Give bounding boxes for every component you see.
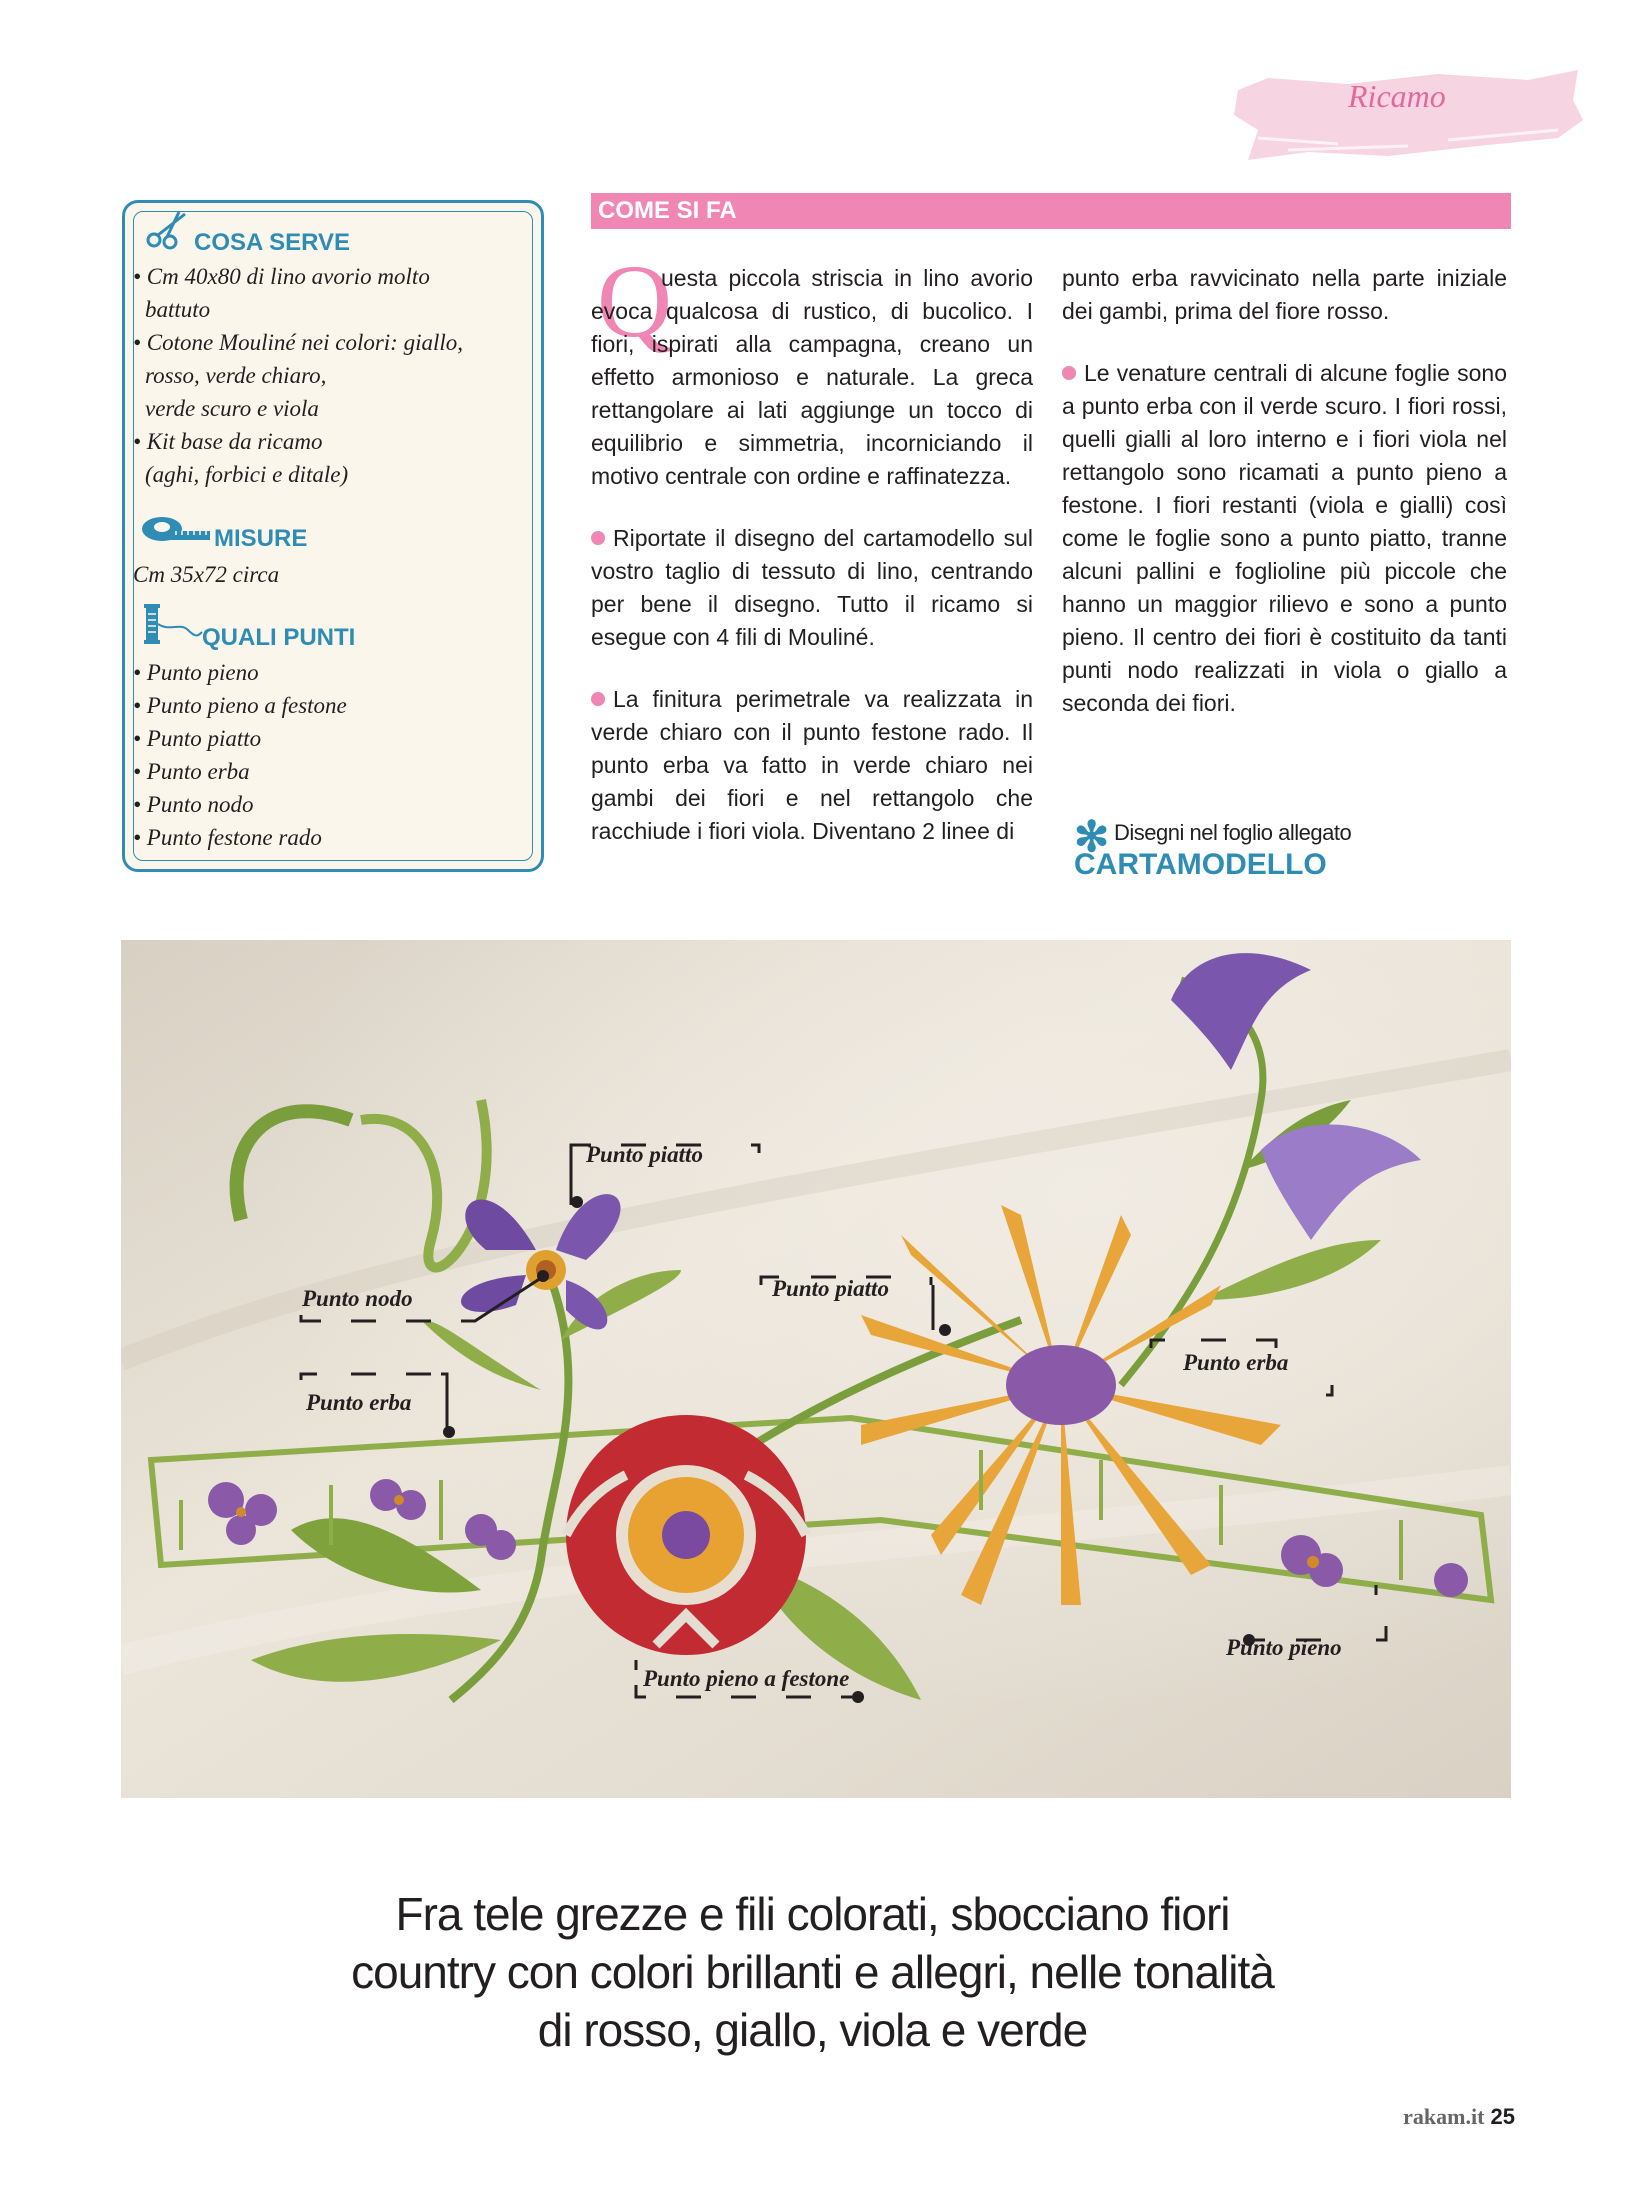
paragraph-text: La finitura perimetrale va realizzata in verde chiaro con il punto festone rado. Il punto erba va fatto in verde chiaro nei gambi dei fiori e nel rettangolo che racchiude i fiori viola. Diventano 2 linee di xyxy=(591,686,1033,844)
paragraph-text: Riportate il disegno del cartamodello sul vostro taglio di tessuto di lino, centrando per bene il disegno. Tutto il ricamo si esegue con 4 fili di Mouliné. xyxy=(591,525,1033,650)
stitch-label: Punto piatto xyxy=(586,1142,703,1167)
list-item: • Punto nodo xyxy=(133,792,254,817)
list-item: • Punto festone rado xyxy=(133,825,322,850)
list-item: • Cotone Mouliné nei colori: giallo, xyxy=(133,330,464,355)
paragraph xyxy=(591,683,1033,848)
caption-line: country con colori brillanti e allegri, nelle tonalità xyxy=(351,1946,1274,1998)
tape-measure-icon xyxy=(140,513,212,545)
quali-punti-heading: QUALI PUNTI xyxy=(202,624,356,651)
stitch-label: Punto pieno a festone xyxy=(643,1666,850,1691)
cartamodello-title: CARTAMODELLO xyxy=(1074,848,1327,881)
bullet-dot-icon xyxy=(1062,366,1076,380)
page-footer xyxy=(1403,2104,1515,2130)
paragraph xyxy=(591,522,1033,654)
stitch-label: Punto piatto xyxy=(772,1276,889,1301)
list-item: • Punto pieno xyxy=(133,660,259,685)
page-number: 25 xyxy=(1490,2104,1515,2129)
list-item: • Punto piatto xyxy=(133,726,262,751)
caption-line: Fra tele grezze e fili colorati, sbocciano fiori xyxy=(395,1888,1230,1940)
stitch-label: Punto pieno xyxy=(1226,1635,1342,1660)
list-item: • Kit base da ricamo xyxy=(133,429,323,454)
stitch-label: Punto nodo xyxy=(302,1286,413,1311)
list-item: • Punto pieno a festone xyxy=(133,693,347,718)
quali-punti-list xyxy=(133,656,347,854)
list-item: rosso, verde chiaro, xyxy=(145,363,327,388)
asterisk-icon: ✻ xyxy=(1074,813,1110,860)
paragraph: uesta piccola striscia in lino avorio evoca qualcosa di rustico, di bucolico. I fiori, ispirati alla campagna, creano un effetto armonioso e naturale. La greca rettangolare ai lati aggiunge un tocco di equilibrio e simmetria, incorniciando il motivo centrale con ordine e raffinatezza. xyxy=(591,265,1033,489)
stitch-label: Punto erba xyxy=(1183,1350,1289,1375)
site-name: rakam.it xyxy=(1403,2104,1485,2129)
instructions-column-1 xyxy=(591,262,1033,877)
section-title: COME SI FA xyxy=(598,197,737,224)
bullet-dot-icon xyxy=(591,692,605,706)
thread-spool-icon xyxy=(140,602,204,648)
list-item: (aghi, forbici e ditale) xyxy=(145,462,349,487)
list-item: battuto xyxy=(145,297,211,322)
caption-line: di rosso, giallo, viola e verde xyxy=(537,2004,1088,2056)
paragraph xyxy=(1062,357,1507,720)
list-item: • Cm 40x80 di lino avorio molto xyxy=(133,264,430,289)
paragraph: punto erba ravvicinato nella parte iniziale dei gambi, prima del fiore rosso. xyxy=(1062,265,1507,324)
paragraph-text: Le venature centrali di alcune foglie sono a punto erba con il verde scuro. I fiori rossi, quelli gialli al loro interno e i fiori viola nel rettangolo sono ricamati a punto pieno a festone. I fiori restanti (viola e gialli) così come le foglie sono a punto piatto, tranne alcuni pallini e foglioline più piccole che hanno un maggior rilievo e sono a punto pieno. Il centro dei fiori è costituito da tanti punti nodo realizzati in viola o giallo a seconda dei fiori. xyxy=(1062,360,1507,716)
instructions-column-2 xyxy=(1062,262,1507,749)
misure-text: Cm 35x72 circa xyxy=(133,562,280,587)
section-tag: Ricamo xyxy=(1348,78,1446,114)
section-tag-brush xyxy=(1228,60,1588,170)
list-item: verde scuro e viola xyxy=(145,396,319,421)
stitch-label: Punto erba xyxy=(306,1390,412,1415)
misure-heading: MISURE xyxy=(214,525,308,552)
cosa-serve-heading: COSA SERVE xyxy=(194,229,351,256)
list-item: • Punto erba xyxy=(133,759,250,784)
photo-caption xyxy=(150,1885,1475,2059)
cartamodello-subtitle: Disegni nel foglio allegato xyxy=(1114,820,1352,845)
cosa-serve-list xyxy=(133,260,463,491)
scissors-icon xyxy=(145,210,191,250)
bullet-dot-icon xyxy=(591,531,605,545)
drop-cap: Q xyxy=(597,244,673,359)
